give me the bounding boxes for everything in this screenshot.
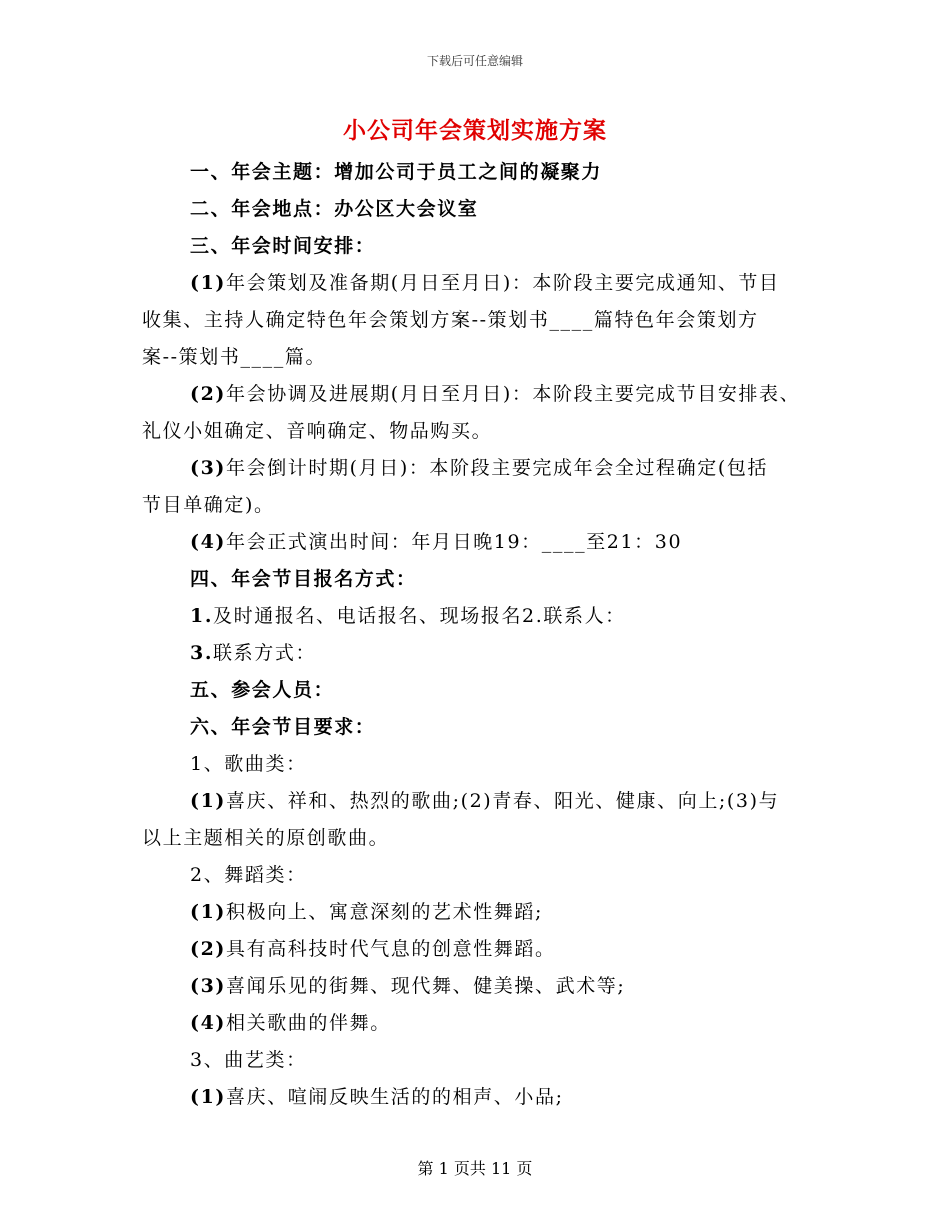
paragraph-line	[142, 968, 822, 1005]
paragraph-line	[142, 1042, 822, 1079]
line-text: 节目单确定)。	[142, 494, 275, 516]
line-text: 二、年会地点：办公区大会议室	[190, 198, 479, 220]
paragraph-line	[142, 894, 822, 931]
line-text: 年会倒计时期(月日)：本阶段主要完成年会全过程确定(包括	[226, 457, 769, 479]
paragraph-line	[142, 524, 822, 561]
paragraph-line	[142, 265, 822, 302]
section-heading	[142, 672, 822, 709]
document-body	[142, 154, 822, 1116]
page-footer: 第 1 页共 11 页	[417, 1159, 533, 1178]
line-text: 一、年会主题：增加公司于员工之间的凝聚力	[190, 161, 603, 183]
line-text: 三、年会时间安排：	[190, 235, 376, 257]
line-text: 3、曲艺类：	[190, 1049, 307, 1071]
line-text: 年会正式演出时间：年月日晚19：____至21：30	[226, 531, 683, 553]
paragraph-line	[142, 339, 822, 376]
page-header: 下载后可任意编辑	[426, 54, 523, 68]
paragraph-line	[142, 450, 822, 487]
paragraph-line	[142, 376, 822, 413]
item-number: (3)	[190, 457, 226, 479]
item-number: (1)	[190, 272, 226, 294]
paragraph-line	[142, 1005, 822, 1042]
item-number: (1)	[190, 901, 226, 923]
line-text: 案--策划书____篇。	[142, 346, 327, 368]
line-text: 礼仪小姐确定、音响确定、物品购买。	[142, 420, 493, 442]
line-text: 年会协调及进展期(月日至月日)：本阶段主要完成节目安排表、	[226, 383, 801, 405]
paragraph-line	[142, 487, 822, 524]
section-heading	[142, 191, 822, 228]
line-text: 喜闻乐见的街舞、现代舞、健美操、武术等;	[226, 975, 626, 997]
paragraph-line	[142, 783, 822, 820]
line-text: 五、参会人员：	[190, 679, 335, 701]
line-text: 喜庆、喧闹反映生活的的相声、小品;	[226, 1086, 564, 1108]
line-text: 四、年会节目报名方式：	[190, 568, 417, 590]
item-number: 1.	[190, 605, 214, 627]
line-text: 以上主题相关的原创歌曲。	[142, 827, 390, 849]
paragraph-line	[142, 746, 822, 783]
item-number: (4)	[190, 531, 226, 553]
line-text: 及时通报名、电话报名、现场报名2.联系人：	[213, 605, 626, 627]
line-text: 收集、主持人确定特色年会策划方案--策划书____篇特色年会策划方	[142, 309, 759, 331]
section-heading	[142, 154, 822, 191]
section-heading	[142, 228, 822, 265]
line-text: 喜庆、祥和、热烈的歌曲;(2)青春、阳光、健康、向上;(3)与	[226, 790, 780, 812]
paragraph-line	[142, 820, 822, 857]
line-text: 具有高科技时代气息的创意性舞蹈。	[226, 938, 556, 960]
paragraph-line	[142, 1079, 822, 1116]
line-text: 2、舞蹈类：	[190, 864, 307, 886]
paragraph-line	[142, 302, 822, 339]
line-text: 六、年会节目要求：	[190, 716, 376, 738]
line-text: 相关歌曲的伴舞。	[226, 1012, 391, 1034]
paragraph-line	[142, 635, 822, 672]
paragraph-line	[142, 857, 822, 894]
item-number: 3.	[190, 642, 214, 664]
document-title: 小公司年会策划实施方案	[343, 117, 607, 144]
line-text: 1、歌曲类：	[190, 753, 307, 775]
item-number: (4)	[190, 1012, 226, 1034]
item-number: (1)	[190, 790, 226, 812]
item-number: (1)	[190, 1086, 226, 1108]
item-number: (2)	[190, 938, 226, 960]
section-heading	[142, 709, 822, 746]
item-number: (2)	[190, 383, 226, 405]
line-text: 联系方式：	[213, 642, 317, 664]
section-heading	[142, 561, 822, 598]
paragraph-line	[142, 931, 822, 968]
line-text: 积极向上、寓意深刻的艺术性舞蹈;	[226, 901, 544, 923]
line-text: 年会策划及准备期(月日至月日)：本阶段主要完成通知、节目	[226, 272, 780, 294]
paragraph-line	[142, 413, 822, 450]
item-number: (3)	[190, 975, 226, 997]
paragraph-line	[142, 598, 822, 635]
